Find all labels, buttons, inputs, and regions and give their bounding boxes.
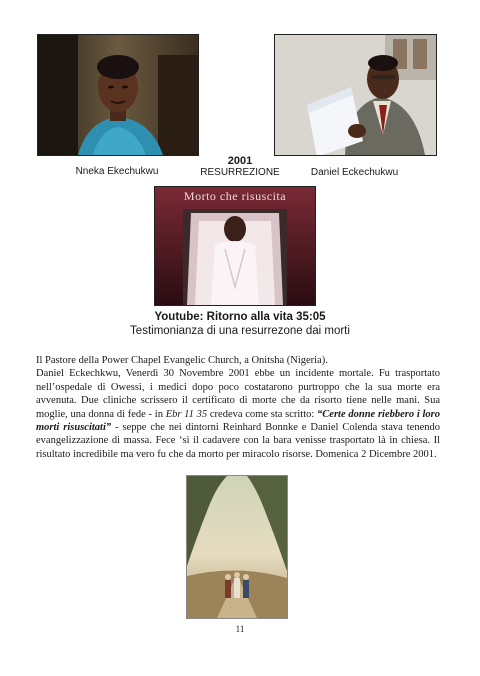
photo-nneka-image [38, 35, 198, 155]
bible-reference: Ebr 11 35 [165, 408, 208, 420]
video-frame-title: Morto che risuscita [183, 189, 287, 203]
story-text-2: credeva come sta scritto: [207, 408, 318, 420]
intro-paragraph: Il Pastore della Power Chapel Evangelic Church, a Onitsha (Nigeria). [36, 355, 328, 366]
youtube-title: Youtube: Ritorno alla vita 35:05 [154, 311, 326, 323]
bible-quote: “Certe donne riebbero i loro morti risuscitati” [36, 408, 441, 434]
youtube-subtitle: Testimonianza di una resurrezone dai morti [130, 325, 350, 337]
video-frame [154, 186, 316, 306]
event-year: 2001 [227, 155, 253, 167]
photo-nneka [37, 34, 199, 156]
photo-daniel [274, 34, 437, 156]
caption-daniel: Daniel Eckechukwu [310, 167, 399, 178]
story-text-3: - seppe che nei dintorni Reinhard Bonnke e Daniel Colenda stava tenendo evangelizzazione di massa. Fece ‘sì il cadavere con la bara venisse trasportato là in chiesa. Il risultato incredibile ma vero fu che da morto per miracolo risorse. Domenica 2 Dicembre 2001. [36, 422, 441, 460]
photo-daniel-image [275, 35, 436, 155]
page-number: 11 [235, 624, 245, 634]
article-body [36, 354, 440, 461]
event-label: RESURREZIONE [200, 167, 280, 178]
painting-image [187, 476, 287, 618]
painting [186, 475, 288, 619]
story-text-1: Daniel Eckechkwu, Venerdì 30 Novembre 2001 ebbe un incidente mortale. Fu trasportato nell’ospedale di Owessi, i medici dopo poco costatarono purtroppo che la sua morte era avvenuta. Due cliniche scrissero il certificato di morte che da risorto tiene nelle mani. Sua moglie, una donna di fede - in [36, 368, 440, 420]
caption-nneka: Nneka Ekechukwu [75, 166, 159, 177]
story-paragraph [36, 367, 440, 461]
video-frame-image [155, 187, 315, 305]
